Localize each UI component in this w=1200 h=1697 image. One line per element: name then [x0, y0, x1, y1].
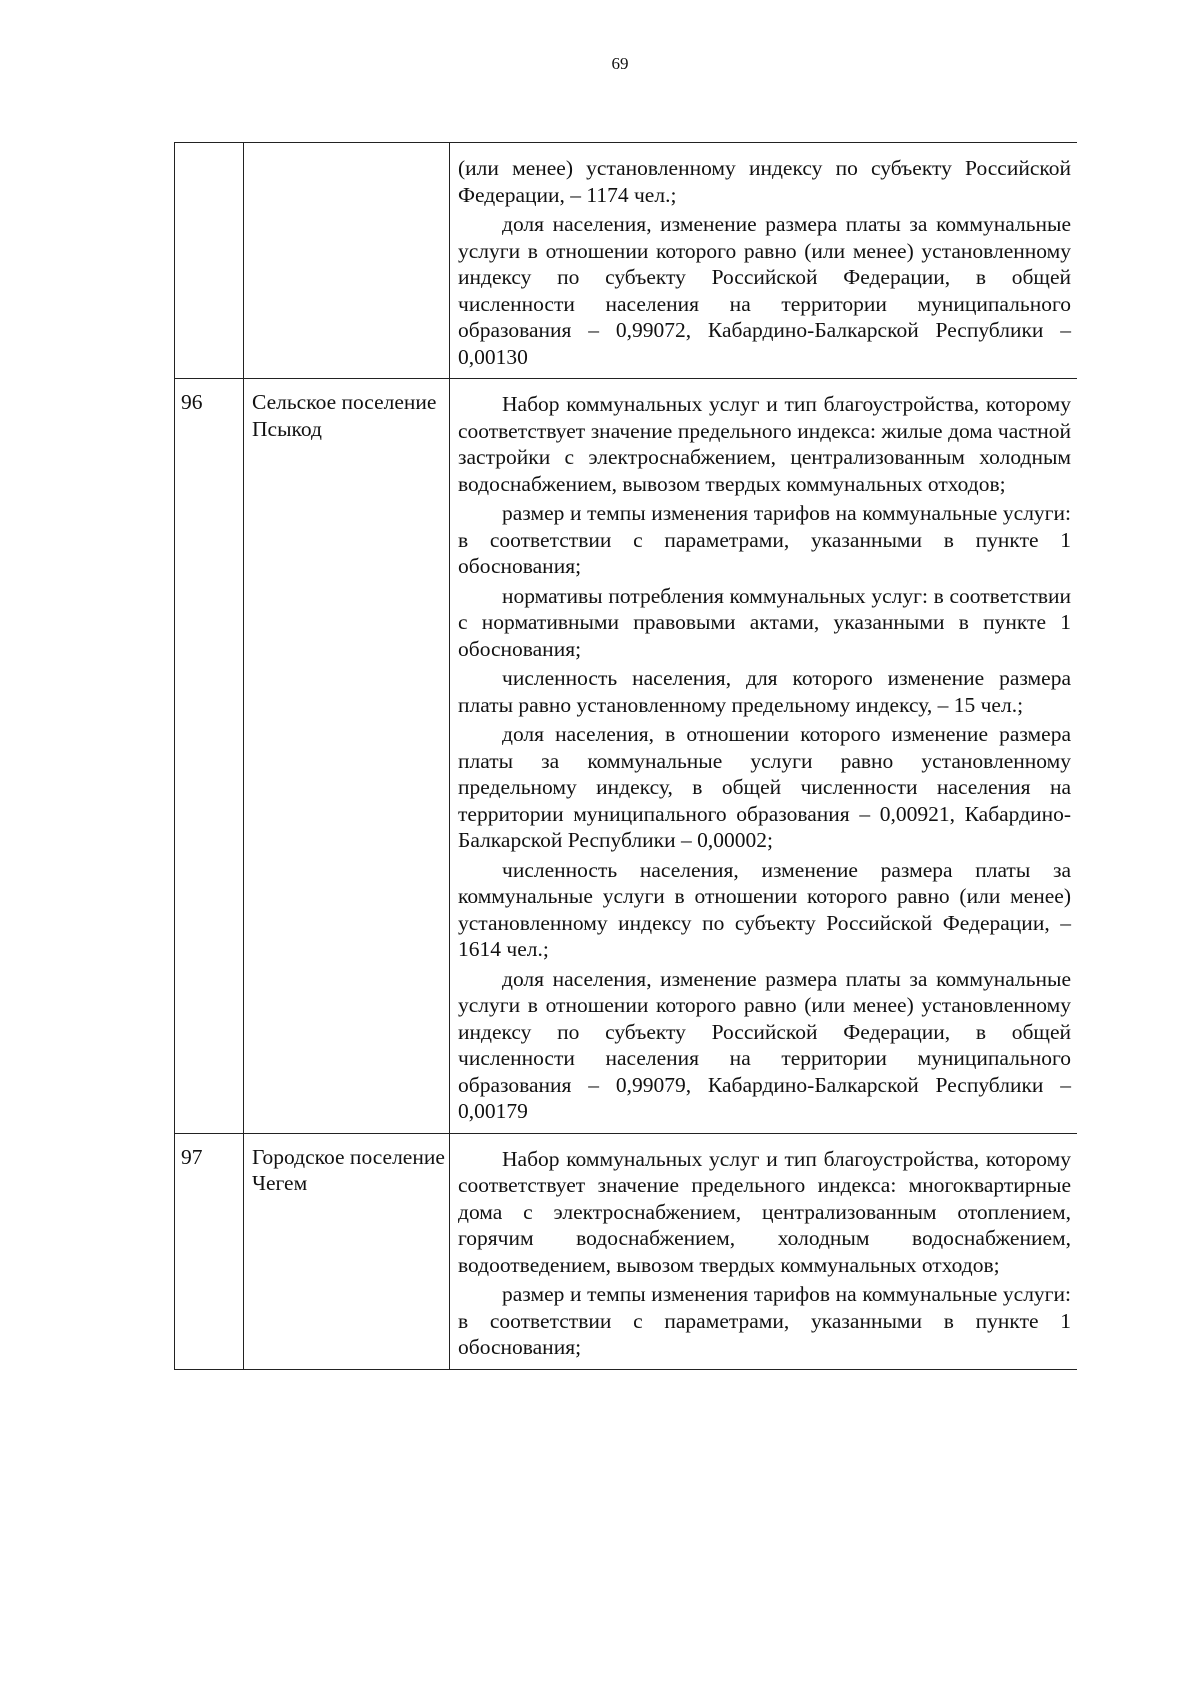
- row-number: [175, 143, 244, 379]
- row-description: [450, 143, 1078, 379]
- description-paragraph: размер и темпы изменения тарифов на коммунальные услуги: в соответствии с параметрами, указанными в пункте 1 обоснования;: [458, 1282, 1071, 1359]
- description-paragraph: (или менее) установленному индексу по субъекту Российской Федерации, – 1174 чел.;: [458, 156, 1071, 207]
- description-paragraph: численность населения, для которого изменение размера платы равно установленному предельному индексу, – 15 чел.;: [458, 666, 1071, 717]
- row-number: 97: [175, 1133, 244, 1369]
- table-row: [175, 143, 1078, 379]
- page-number: 69: [611, 54, 629, 73]
- description-paragraph: размер и темпы изменения тарифов на коммунальные услуги: в соответствии с параметрами, указанными в пункте 1 обоснования;: [458, 501, 1071, 578]
- description-paragraph: численность населения, изменение размера платы за коммунальные услуги в отношении которого равно (или менее) установленному индексу по субъекту Российской Федерации, – 1614 чел.;: [458, 857, 1071, 961]
- municipality-name: Сельское поселение Псыкод: [244, 379, 450, 1134]
- table-row: [175, 1133, 1078, 1369]
- table-row: [175, 379, 1078, 1134]
- municipality-name: Городское поселение Чегем: [244, 1133, 450, 1369]
- description-paragraph: доля населения, изменение размера платы за коммунальные услуги в отношении которого равно (или менее) установленному индексу по субъекту Российской Федерации, в общей численности населения на территории муниципального образования – 0,99072, Кабардино-Балкарской Республики – 0,00130: [458, 212, 1071, 369]
- description-paragraph: нормативы потребления коммунальных услуг: в соответствии с нормативными правовыми актами, указанными в пункте 1 обоснования;: [458, 583, 1071, 661]
- description-paragraph: Набор коммунальных услуг и тип благоустройства, которому соответствует значение предельного индекса: жилые дома частной застройки с электроснабжением, централизованным холодным водоснабжением, вывозом твердых коммунальных отходов;: [458, 392, 1071, 496]
- description-paragraph: Набор коммунальных услуг и тип благоустройства, которому соответствует значение предельного индекса: многоквартирные дома с электроснабжением, централизованным отоплением, горячим водоснабжением, холодным водоснабжением, водоотведением, вывозом твердых коммунальных отходов;: [458, 1146, 1071, 1277]
- municipality-name: [244, 143, 450, 379]
- description-paragraph: доля населения, изменение размера платы за коммунальные услуги в отношении которого равно (или менее) установленному индексу по субъекту Российской Федерации, в общей численности населения на территории муниципального образования – 0,99079, Кабардино-Балкарской Республики – 0,00179: [458, 966, 1071, 1123]
- row-number: 96: [175, 379, 244, 1134]
- row-description: [450, 379, 1078, 1134]
- row-description: [450, 1133, 1078, 1369]
- description-paragraph: доля населения, в отношении которого изменение размера платы за коммунальные услуги равно установленному предельному индексу, в общей численности населения на территории муниципального образования – 0,00921, Кабардино-Балкарской Республики – 0,00002;: [458, 722, 1071, 852]
- document-table: [174, 142, 1077, 1524]
